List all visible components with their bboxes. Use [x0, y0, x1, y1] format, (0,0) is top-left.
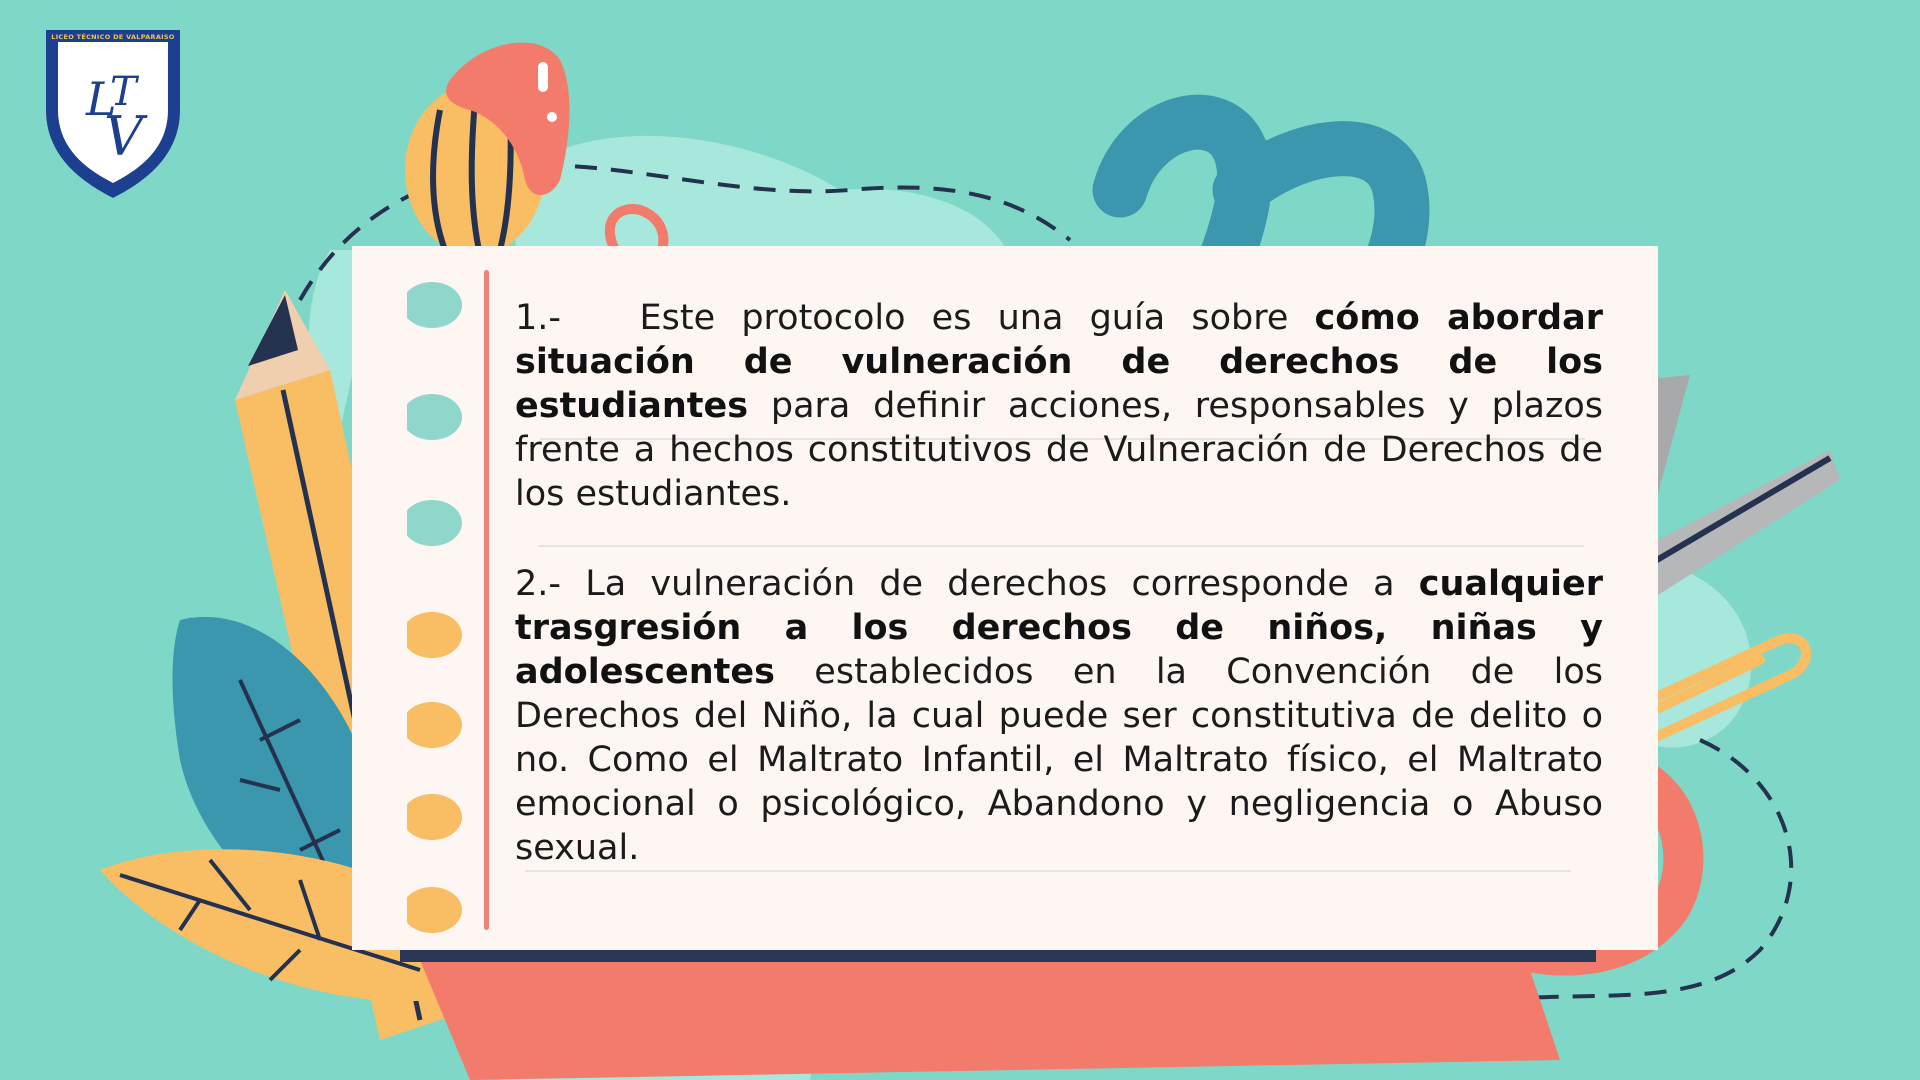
binder-hole — [402, 394, 462, 440]
binder-hole — [402, 612, 462, 658]
paragraph-2-body: establecidos en la Convención de los Derechos del Niño, la cual puede ser constitutiva de delito o no. Como el Maltrato Infantil, el Maltrato físico, el Maltrato emocional o psicológico, Abandono y negligencia o Abuso sexual. — [515, 652, 1603, 868]
paragraph-1-emphasis: cómo abordar situación de vulneración de derechos de los estudiantes — [515, 298, 1603, 426]
binder-tab — [352, 292, 407, 318]
paragraph-2-intro: La vulneración de derechos corresponde a — [585, 564, 1395, 604]
binder-hole — [402, 794, 462, 840]
paper-rule-line — [538, 545, 1584, 547]
paragraph-2 — [515, 562, 1603, 870]
binder-tab — [352, 404, 407, 430]
brush-highlight — [538, 62, 548, 92]
logo-letter-t: T — [110, 69, 137, 115]
paragraph-1 — [515, 296, 1603, 516]
binder-tab — [352, 897, 407, 923]
binder-tab — [352, 622, 407, 648]
binder-rings — [352, 270, 472, 950]
brush-highlight — [547, 112, 557, 122]
binder-tab — [352, 712, 407, 738]
binder-hole — [402, 887, 462, 933]
paragraph-1-body: para definir acciones, responsables y plazos frente a hechos constitutivos de Vulneración de Derechos de los estudiantes. — [515, 386, 1603, 514]
binder-tab — [352, 804, 407, 830]
school-logo — [38, 20, 188, 200]
logo-letter-v: V — [104, 105, 143, 168]
paragraph-2-emphasis: cualquier trasgresión a los derechos de niños, niñas y adolescentes — [515, 564, 1603, 692]
paragraph-1-intro: Este protocolo es una guía sobre — [639, 298, 1289, 338]
binder-hole — [402, 282, 462, 328]
binder-hole — [402, 702, 462, 748]
binder-tab — [352, 510, 407, 536]
logo-ring-text: LICEO TÉCNICO DE VALPARAISO — [51, 33, 175, 41]
paragraph-2-number: 2.- — [515, 564, 562, 604]
logo-letter-l: L — [86, 72, 117, 126]
paper-margin-line — [484, 270, 489, 930]
paragraph-1-number: 1.- — [515, 298, 562, 338]
scissors-edge — [1640, 458, 1830, 570]
binder-hole — [402, 500, 462, 546]
paper-rule-line — [525, 870, 1571, 872]
